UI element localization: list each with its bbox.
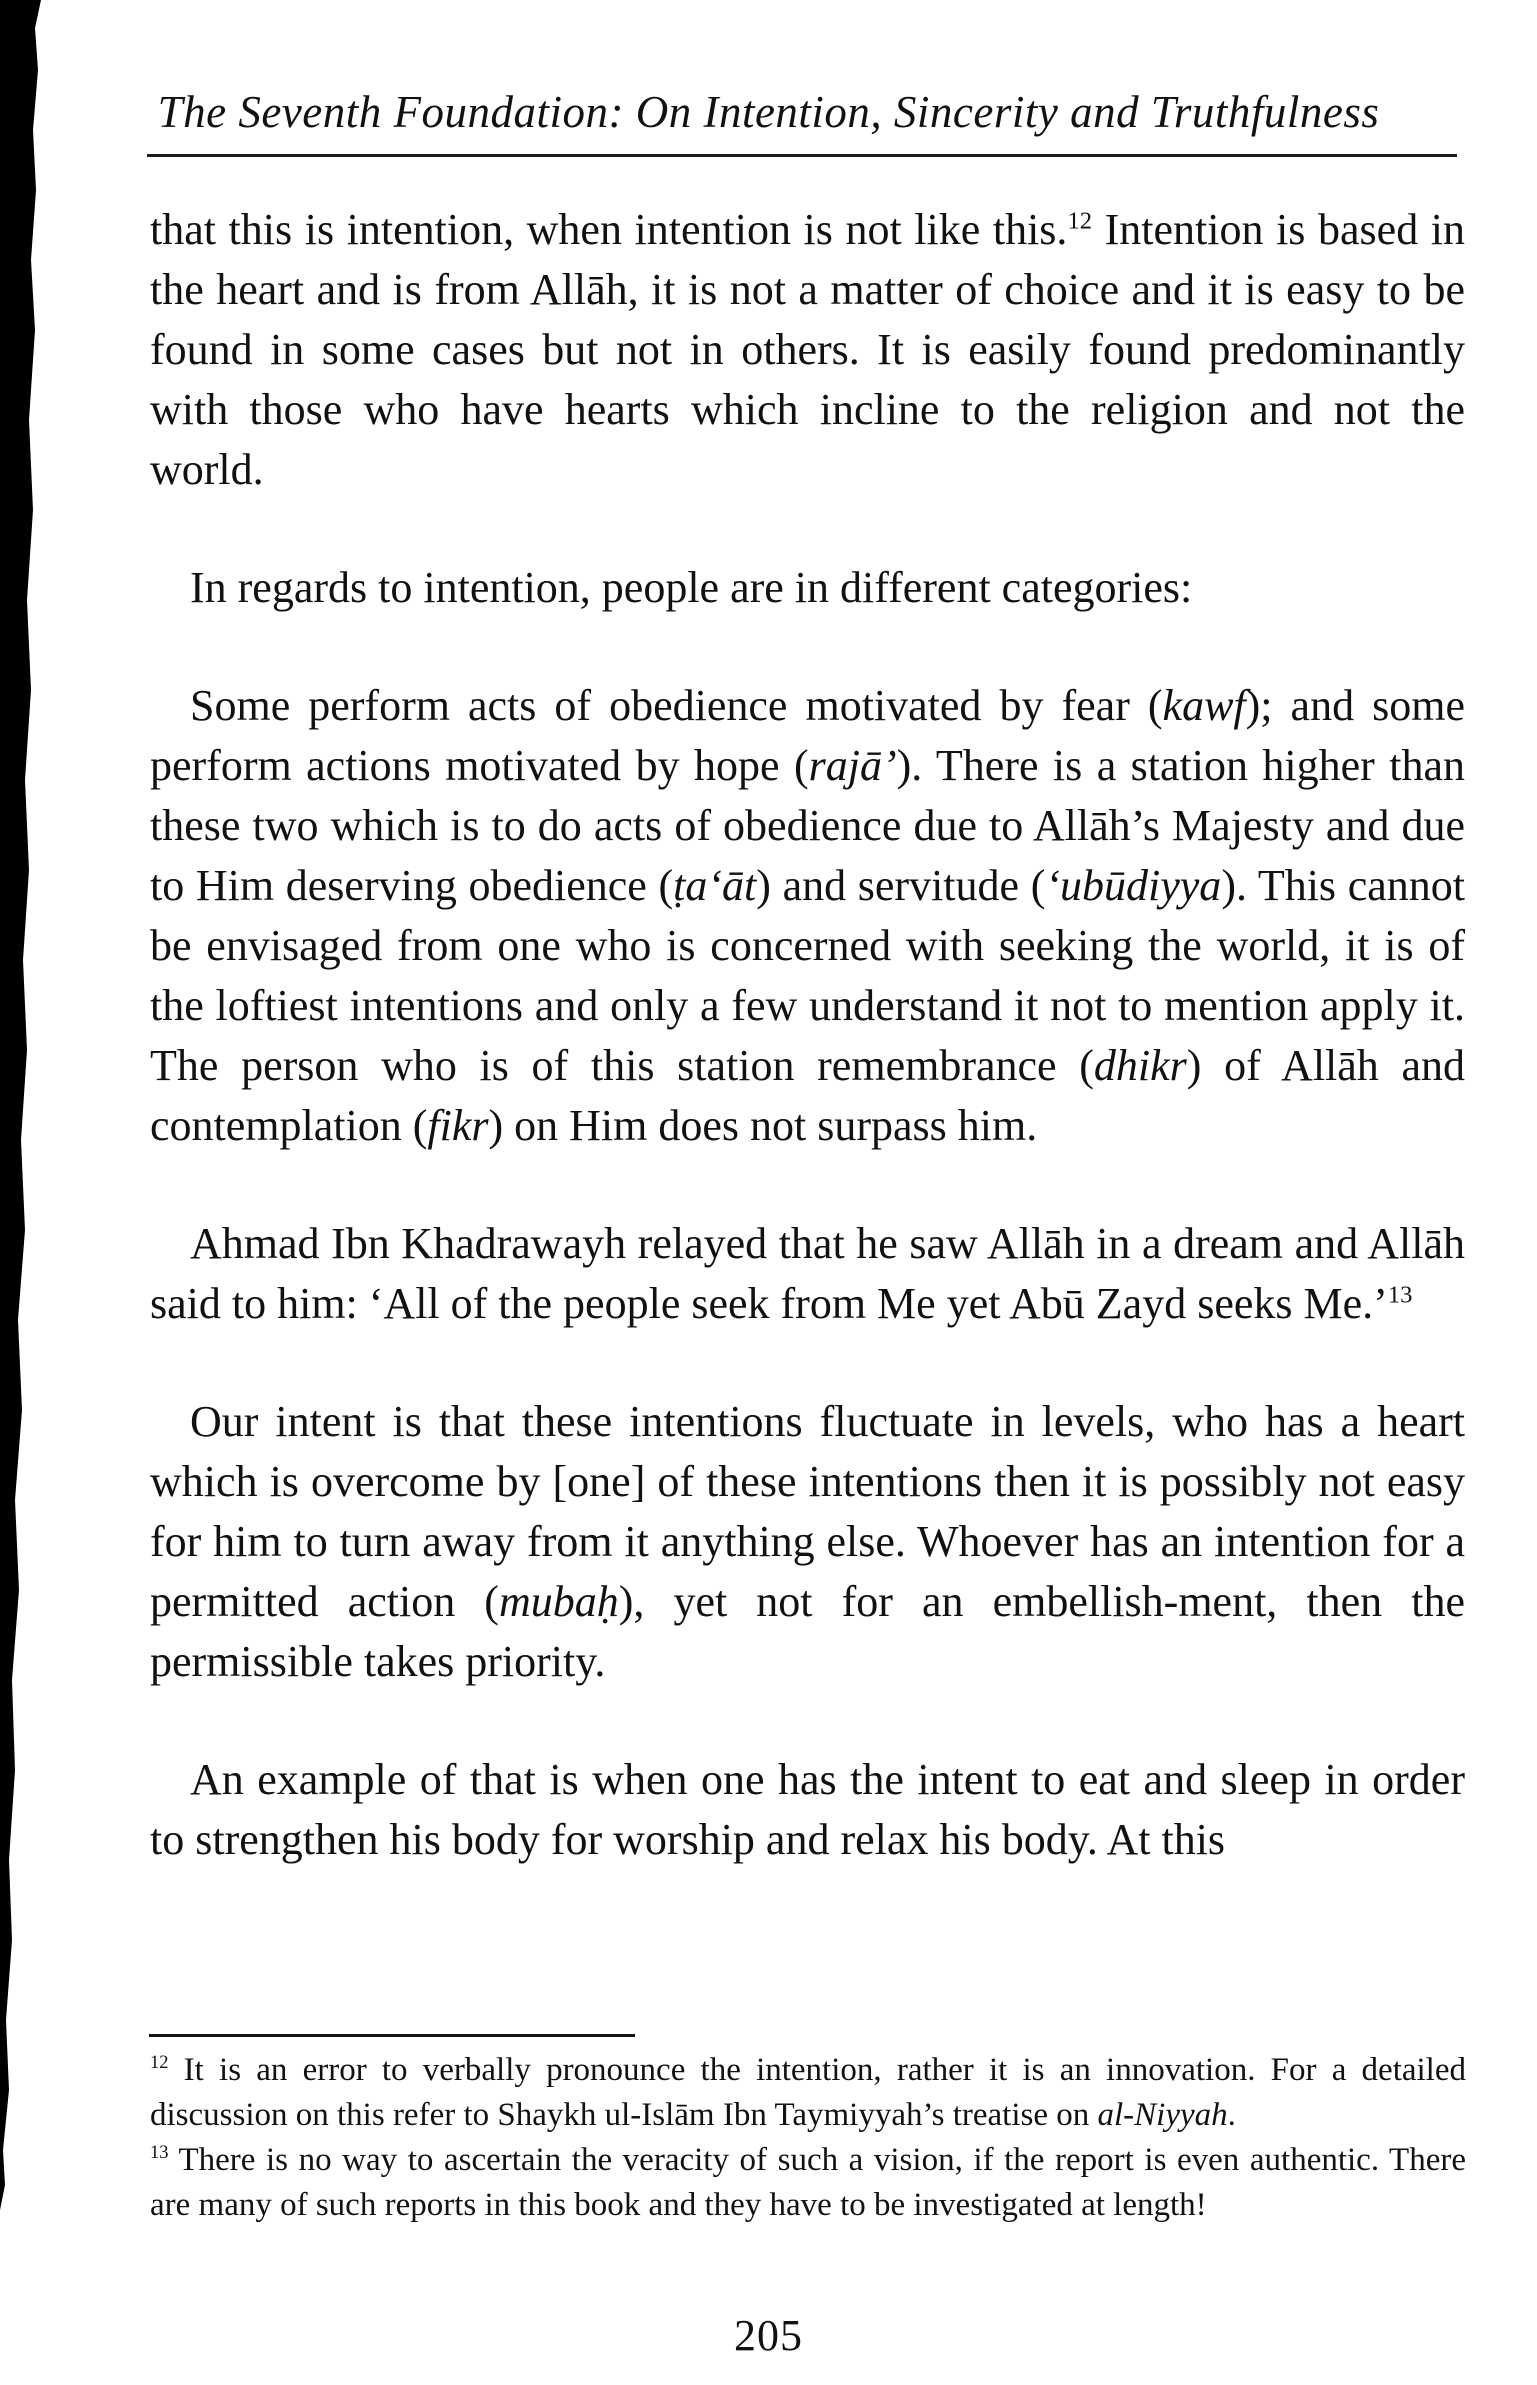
footnote-13: $^{13}$ There is no way to ascertain the veracity of such a vision, if the report is even authentic. There are many of such reports in this book and they have to be investigated at length! [150,2142,1466,2223]
page-header [0,86,1537,157]
body-paragraph-3: Some perform acts of obedience motivated by fear (kawf); and some perform actions motivated by hope (rajā’). There is a station higher than these two which is to do acts of obedience due to Allāh’s Majesty and due to Him deserving obedience (ṭa‘āt) and servitude (‘ubūdiyya). This cannot be envisaged from one who is concerned with seeking the world, it is of the loftiest intentions and only a few understand it not to mention apply it. The person who is of this station remembrance (dhikr) of Allāh and contemplation (fikr) on Him does not surpass him. [150,681,1466,1150]
body-paragraph-5: Our intent is that these intentions fluctuate in levels, who has a heart which is overcome by [one] of these intentions then it is possibly not easy for him to turn away from it anything else. Whoever has an intention for a permitted action (mubaḥ), yet not for an embellish-ment, then the permissible takes priority. [150,1397,1465,1686]
body-text [150,200,1465,1870]
page-number: 205 [734,2311,803,2360]
footnote-rule [149,2034,635,2037]
chapter-title: The Seventh Foundation: On Intention, Sincerity and Truthfulness [157,87,1380,137]
header-rule [147,154,1457,157]
body-paragraph-2: In regards to intention, people are in different categories: [190,563,1193,612]
footnote-12: $^{12}$ It is an error to verbally pronounce the intention, rather it is an innovation. For a detailed discussion on this refer to Shaykh ul-Islām Ibn Taymiyyah’s treatise on al-Niyyah. [150,2052,1466,2133]
footnotes-section [150,2048,1466,2228]
body-paragraph-4: Ahmad Ibn Khadrawayh relayed that he saw Allāh in a dream and Allāh said to him: ‘All of the people seek from Me yet Abū Zayd seeks Me.’$^{13}$ [150,1219,1465,1328]
body-paragraph-6: An example of that is when one has the intent to eat and sleep in order to strengthen his body for worship and relax his body. At this [150,1755,1465,1864]
body-paragraph-1: that this is intention, when intention is not like this.$^{12}$ Intention is based in the heart and is from Allāh, it is not a matter of choice and it is easy to be found in some cases but not in others. It is easily found predominantly with those who have hearts which incline to the religion and not the world. [150,205,1466,494]
scan-gutter-edge [0,0,46,2210]
